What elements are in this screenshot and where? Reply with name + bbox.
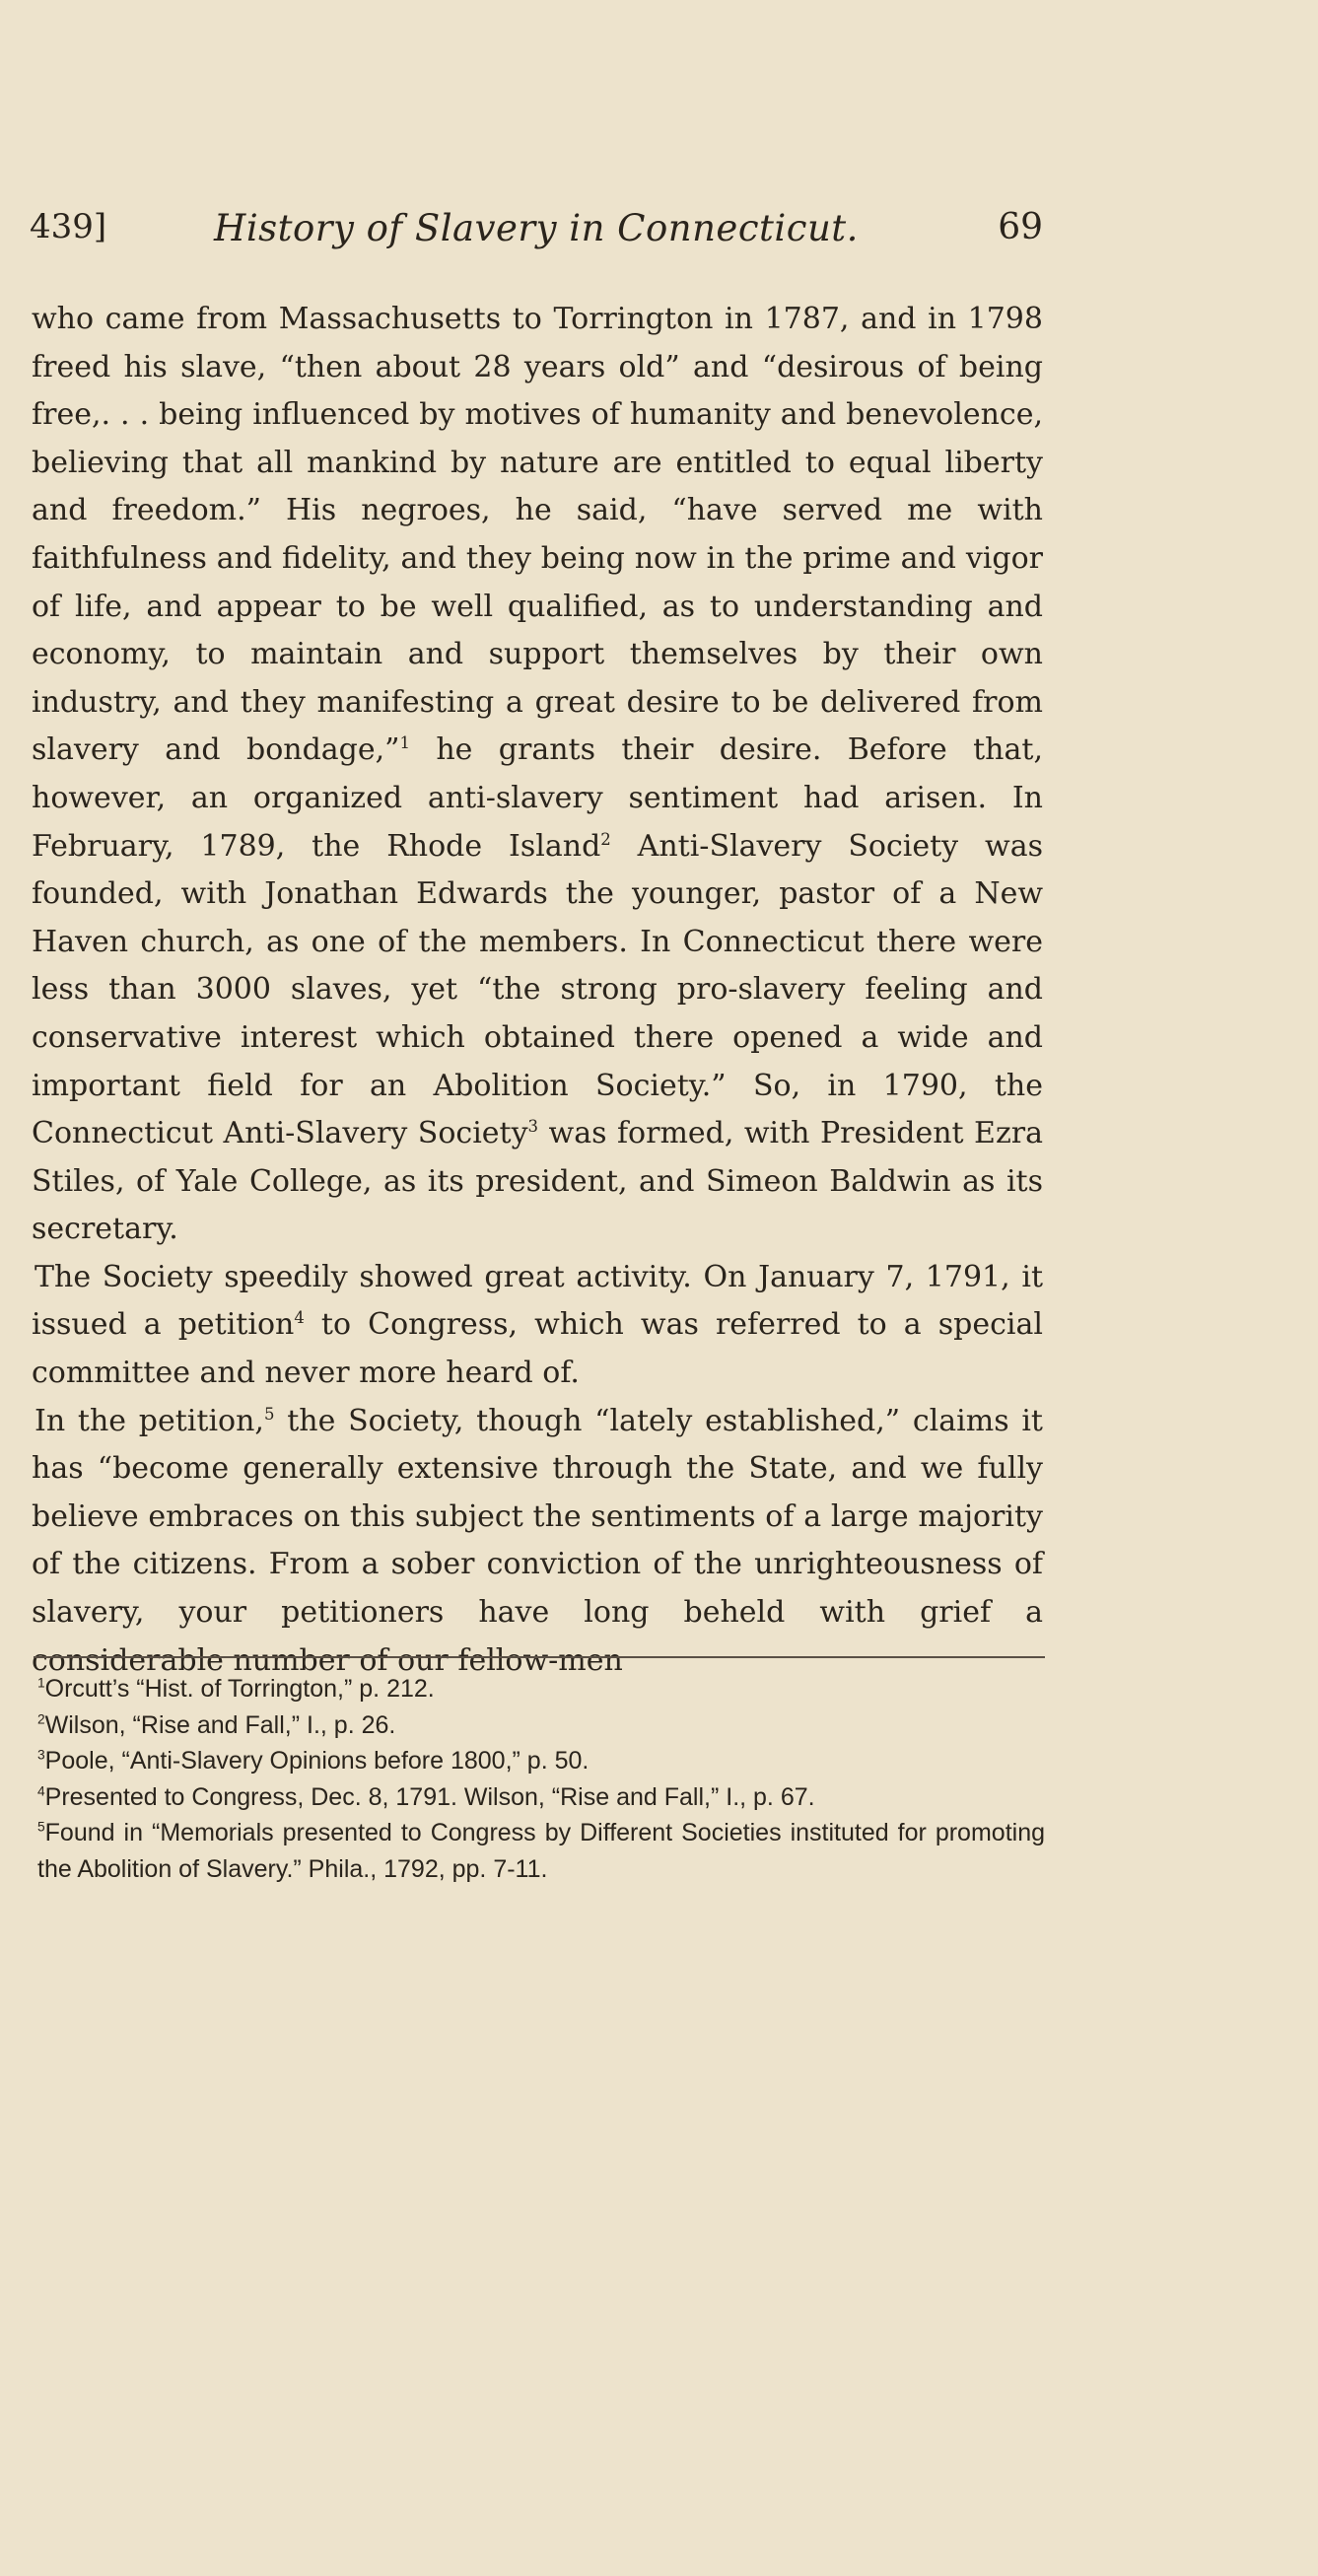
footnote-divider (34, 1656, 1045, 1658)
paragraph-3-segment-1: In the petition, (35, 1403, 264, 1438)
footnote-1 (34, 1671, 1045, 1707)
footnote-3-mark: 3 (37, 1747, 45, 1763)
paragraph-1-segment-1: who came from Massachusetts to Torrington in 1787, and in 1798 freed his slave, “then about 28 years old” and “desirous of being free,. . . being influenced by motives of humanity and benevolence, believing that all mankind by nature are entitled to equal liberty and freedom.” His negroes, he said, “have served me with faithfulness and fidelity, and they being now in the prime and vigor of life, and appear to be well qualified, as to understanding and economy, to maintain and support themselves by their own industry, and they manifesting a great desire to be delivered from slavery and bondage,” (32, 302, 1043, 768)
footnote-5-mark: 5 (37, 1819, 45, 1835)
footnote-mark-5: 5 (263, 1404, 275, 1424)
running-title: History of Slavery in Connecticut. (214, 207, 859, 249)
footnote-5-text: Found in “Memorials presented to Congress by Different Societies instituted for promoting the Abolition of Slavery.” Phila., 1792, pp. 7-11. (37, 1819, 1045, 1883)
footnote-2-mark: 2 (37, 1711, 45, 1727)
page-number: 69 (998, 207, 1043, 247)
paragraph-1-segment-2: he grants their desire. Before that, however, an organized anti-slavery sentiment had arisen. In February, 1789, the Rhode Island (32, 732, 1043, 864)
footnote-mark-4: 4 (294, 1308, 305, 1328)
footnote-4-text: Presented to Congress, Dec. 8, 1791. Wilson, “Rise and Fall,” I., p. 67. (44, 1782, 815, 1811)
paragraph-2-segment-1: The Society speedily showed great activity. On January 7, 1791, it issued a petition (32, 1259, 1043, 1343)
paragraph-1-segment-3: Anti-Slavery Society was founded, with Jonathan Edwards the younger, pastor of a New Haven church, as one of the members. In Connecticut there were less than 3000 slaves, yet “the strong pro-slavery feeling and conservative interest which obtained there opened a wide and important field for an Abolition Society.” So, in 1790, the Connecticut Anti-Slavery Society (32, 828, 1043, 1151)
running-header (30, 207, 1043, 266)
paragraph-2-segment-2: to Congress, which was referred to a special committee and never more heard of. (32, 1307, 1043, 1391)
left-page-reference: 439] (30, 207, 107, 246)
footnote-mark-3: 3 (527, 1117, 539, 1137)
footnotes (34, 1671, 1045, 1887)
footnote-1-mark: 1 (37, 1675, 45, 1691)
footnote-3 (34, 1743, 1045, 1779)
footnote-3-text: Poole, “Anti-Slavery Opinions before 1800,” p. 50. (44, 1747, 590, 1775)
footnote-1-text: Orcutt’s “Hist. of Torrington,” p. 212. (44, 1675, 435, 1703)
body-text (32, 296, 1043, 1685)
paragraph-1-segment-4: was formed, with President Ezra Stiles, of Yale College, as its president, and Simeon Baldwin as its secretary. (32, 1116, 1043, 1247)
paragraph-3-segment-2: the Society, though “lately established,” claims it has “become generally extensive through the State, and we fully believe embraces on this subject the sentiments of a large majority of the citizens. From a sober conviction of the unrighteousness of slavery, your petitioners have long beheld with grief a considerable number of our fellow-men (32, 1403, 1043, 1678)
paragraph-2 (32, 1254, 1043, 1398)
footnote-4-mark: 4 (37, 1783, 45, 1799)
footnote-mark-1: 1 (399, 733, 410, 753)
footnote-2 (34, 1707, 1045, 1744)
paragraph-1 (32, 296, 1043, 1254)
footnote-mark-2: 2 (600, 829, 611, 849)
footnote-4 (34, 1779, 1045, 1816)
footnote-2-text: Wilson, “Rise and Fall,” I., p. 26. (44, 1710, 396, 1739)
footnote-5 (34, 1815, 1045, 1887)
paragraph-3 (32, 1398, 1043, 1686)
